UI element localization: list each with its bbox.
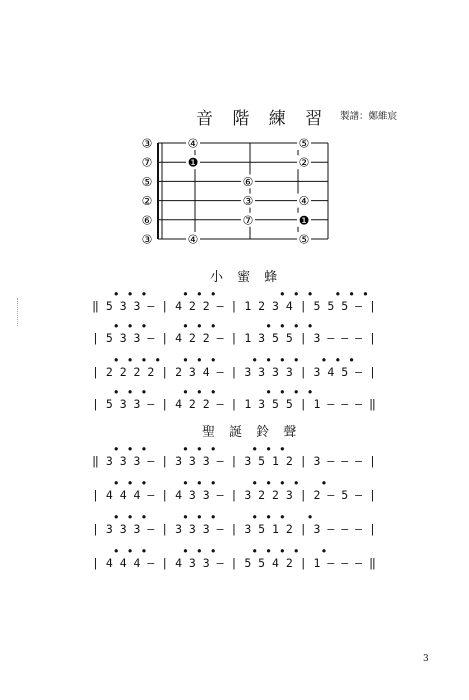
notation-line: | 4 4 4 — | 4 3 3 — | 5 5 4 2 | 1 — — — ‖	[92, 556, 376, 570]
string-label: ⑥	[141, 213, 153, 228]
octave-dots: • • • • • • • • • •	[92, 385, 314, 399]
fret-note: ④	[187, 136, 199, 151]
notation-line: | 2 2 2 2 | 2 3 4 — | 3 3 3 3 | 3 4 5 — |	[92, 365, 376, 379]
fret-note: ⑦	[242, 213, 254, 228]
octave-dots: • • • • • • • • • •	[92, 319, 314, 333]
fret-note: ❶	[187, 155, 199, 170]
fret-note: ④	[298, 194, 310, 209]
fret-note: ⑤	[298, 136, 310, 151]
octave-dots: • • • • • • • • •	[92, 442, 286, 456]
octave-dots: • • • • • • • • • •	[92, 510, 314, 524]
fret-note: ⑥	[242, 174, 254, 189]
notation-line: ‖ 3 3 3 — | 3 3 3 — | 3 5 1 2 | 3 — — — |	[92, 454, 376, 468]
credit-line: 製譜：鄭維宸	[340, 111, 398, 122]
octave-dots: • • • • • • • • • • •	[92, 476, 328, 490]
page-title: 音 階 練 習	[196, 109, 330, 129]
string-label: ③	[141, 136, 153, 151]
notation-line: | 5 3 3 — | 4 2 2 — | 1 3 5 5 | 3 — — — |	[92, 331, 376, 345]
string-label: ⑦	[141, 155, 153, 170]
fret-note: ⑤	[298, 232, 310, 247]
string-label: ②	[141, 194, 153, 209]
notation-line: | 4 4 4 — | 4 3 3 — | 3 2 2 3 | 2 — 5 — |	[92, 488, 376, 502]
song-title-jingle-bells: 聖 誕 鈴 聲	[202, 425, 302, 440]
fretboard-svg	[140, 133, 340, 248]
string-label: ⑤	[141, 174, 153, 189]
fret-note: ❶	[298, 213, 310, 228]
margin-marks	[17, 298, 19, 326]
notation-line: | 3 3 3 — | 3 3 3 — | 3 5 1 2 | 3 — — — |	[92, 522, 376, 536]
notation-line: ‖ 5 3 3 — | 4 2 2 — | 1 2 3 4 | 5 5 5 — |	[92, 299, 376, 313]
octave-dots: • • • • • • • • • • • • • •	[92, 353, 356, 367]
octave-dots: • • • • • • • • • • • •	[92, 287, 369, 301]
notation-line: | 5 3 3 — | 4 2 2 — | 1 3 5 5 | 1 — — — ‖	[92, 397, 376, 411]
fret-note: ②	[298, 155, 310, 170]
string-label: ③	[141, 232, 153, 247]
fret-note: ④	[187, 232, 199, 247]
page-number: 3	[423, 654, 429, 664]
fretboard-diagram	[140, 133, 340, 248]
octave-dots: • • • • • • • • • • •	[92, 544, 328, 558]
fret-note: ③	[242, 194, 254, 209]
song-title-little-bee: 小 蜜 蜂	[210, 270, 283, 285]
